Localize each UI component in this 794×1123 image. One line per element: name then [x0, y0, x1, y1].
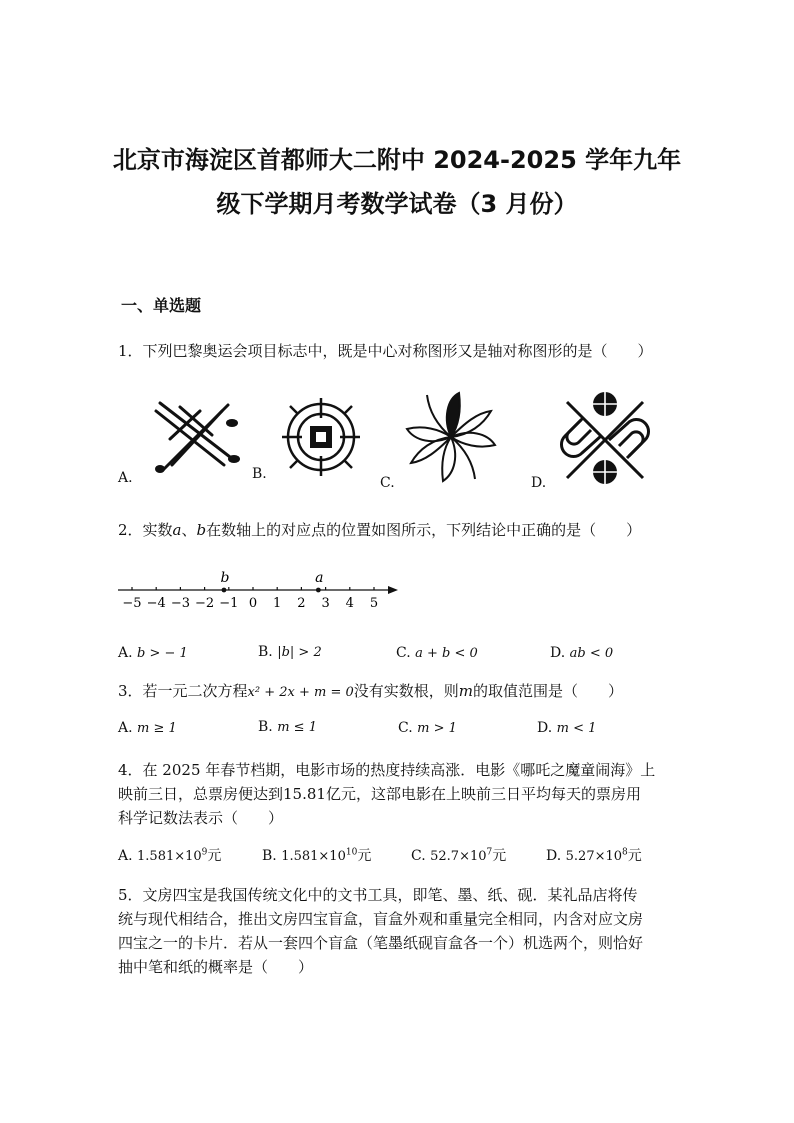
question-2-text — [118, 518, 680, 542]
q4-line-2: 映前三日，总票房便达到15.81亿元，这部电影在上映前三日平均每天的票房用 — [118, 785, 641, 803]
q2-text-post: 在数轴上的对应点的位置如图所示，下列结论中正确的是（ ） — [206, 521, 642, 539]
q5-line-3: 四宝之一的卡片．若从一套四个盲盒（笔墨纸砚盲盒各一个）机选两个，则恰好 — [118, 934, 644, 952]
number-line-tick-label: 0 — [248, 596, 258, 611]
q2-option-a-label: A. — [118, 645, 133, 661]
number-line — [112, 566, 412, 616]
q4-option-c-label: C. — [411, 848, 426, 864]
q4-option-b-label: B. — [262, 848, 277, 864]
q4-option-a-unit: 元 — [207, 848, 222, 864]
number-line-point-b — [222, 588, 227, 593]
number-line-point-a-label: a — [315, 570, 324, 586]
number-line-tick-label: 3 — [321, 596, 330, 611]
q4-option-a-label: A. — [118, 848, 133, 864]
q3-option-b-label: B. — [258, 719, 273, 735]
number-line-tick-label: 4 — [345, 596, 354, 611]
q3-option-d — [537, 720, 596, 736]
q4-option-d-exp: 8 — [622, 847, 628, 858]
question-1-text: 1．下列巴黎奥运会项目标志中，既是中心对称图形又是轴对称图形的是（ ） — [118, 342, 653, 360]
q3-equation: x² + 2x + m = 0 — [247, 685, 354, 700]
q3-option-d-label: D. — [537, 720, 553, 736]
number-line-tick-label: −1 — [219, 596, 239, 611]
title-line-1: 北京市海淀区首都师大二附中 2024-2025 学年九年 — [112, 146, 682, 174]
question-4-text — [118, 758, 680, 830]
q3-option-a-label: A. — [118, 720, 133, 736]
q3-text-post: 的取值范围是（ ） — [473, 682, 624, 700]
q4-option-a — [118, 845, 221, 865]
q3-text-pre: 3．若一元二次方程 — [118, 682, 248, 700]
shooting-target-icon — [280, 396, 362, 478]
q4-option-c — [411, 845, 506, 865]
q2-text-pre: 2．实数 — [118, 521, 173, 539]
q4-option-d — [546, 845, 642, 865]
q4-option-b-exp: 10 — [345, 847, 358, 858]
number-line-tick-label: 2 — [297, 596, 306, 611]
number-line-tick-label: 5 — [369, 596, 379, 611]
q2-var-a: a — [172, 521, 182, 539]
q4-option-c-base: 52.7×10 — [430, 849, 487, 864]
q4-option-c-unit: 元 — [492, 848, 507, 864]
q4-option-b-unit: 元 — [357, 848, 372, 864]
q2-option-d-math: ab < 0 — [569, 646, 614, 661]
q1-option-b-label: B. — [252, 466, 267, 482]
q4-option-d-label: D. — [546, 848, 562, 864]
q3-option-b — [258, 719, 317, 735]
q4-line-1: 4．在 2025 年春节档期，电影市场的热度持续高涨．电影《哪吒之魔童闹海》上 — [118, 761, 656, 779]
question-3-text — [118, 679, 680, 705]
q3-option-a-math: m ≥ 1 — [137, 721, 177, 736]
q3-option-c-math: m > 1 — [417, 721, 457, 736]
q1-option-c-label: C. — [380, 475, 395, 491]
number-line-tick-label: −5 — [122, 596, 142, 611]
number-line-point-a — [316, 588, 321, 593]
q1-option-d-label: D. — [531, 475, 547, 491]
q3-option-d-math: m < 1 — [556, 721, 597, 736]
q2-option-d-label: D. — [550, 645, 566, 661]
number-line-point-b-label: b — [220, 570, 230, 586]
document-title — [80, 138, 714, 226]
q3-option-c — [398, 720, 457, 736]
number-line-tick-label: −4 — [146, 596, 166, 611]
q4-option-d-unit: 元 — [627, 848, 642, 864]
q3-option-b-math: m ≤ 1 — [277, 720, 317, 735]
q2-option-c-label: C. — [396, 645, 411, 661]
section-heading: 一、单选题 — [121, 296, 202, 315]
q2-option-c — [396, 645, 478, 661]
q4-option-c-exp: 7 — [486, 847, 493, 858]
q2-option-a-math: b > − 1 — [137, 646, 188, 661]
q2-option-d — [550, 645, 613, 661]
q2-var-b: b — [196, 521, 207, 539]
q4-option-a-base: 1.581×10 — [137, 849, 202, 864]
q2-option-b-math: |b| > 2 — [277, 645, 322, 660]
pinwheel-icon — [403, 389, 499, 485]
basketball-3x3-icon — [553, 388, 657, 488]
q4-option-d-base: 5.27×10 — [565, 849, 623, 864]
title-line-2: 级下学期月考数学试卷（3 月份） — [216, 190, 578, 218]
number-line-arrow — [388, 586, 398, 594]
q3-option-c-label: C. — [398, 720, 413, 736]
number-line-tick-label: −2 — [195, 596, 215, 611]
question-5-text — [118, 883, 680, 979]
number-line-tick-label: 1 — [273, 596, 282, 611]
q4-option-a-exp: 9 — [201, 847, 208, 858]
q2-sep: 、 — [181, 521, 197, 539]
q3-var-m: m — [458, 682, 474, 700]
q5-line-2: 统与现代相结合，推出文房四宝盲盒，盲盒外观和重量完全相同，内含对应文房 — [118, 910, 644, 928]
q3-option-a — [118, 720, 177, 736]
q4-line-3: 科学记数法表示（ ） — [118, 809, 284, 827]
fencing-icon — [140, 395, 240, 475]
q2-option-c-math: a + b < 0 — [415, 646, 478, 661]
q1-option-a-label: A. — [118, 470, 133, 486]
q3-text-mid: 没有实数根，则 — [353, 682, 459, 700]
number-line-tick-label: −3 — [170, 596, 190, 611]
q5-line-1: 5．文房四宝是我国传统文化中的文书工具，即笔、墨、纸、砚．某礼品店将传 — [118, 886, 638, 904]
q2-option-b-label: B. — [258, 644, 273, 660]
q4-option-b-base: 1.581×10 — [281, 849, 346, 864]
q4-option-b — [262, 845, 371, 865]
q2-option-b — [258, 644, 322, 660]
q2-option-a — [118, 645, 188, 661]
q5-line-4: 抽中笔和纸的概率是（ ） — [118, 958, 314, 976]
